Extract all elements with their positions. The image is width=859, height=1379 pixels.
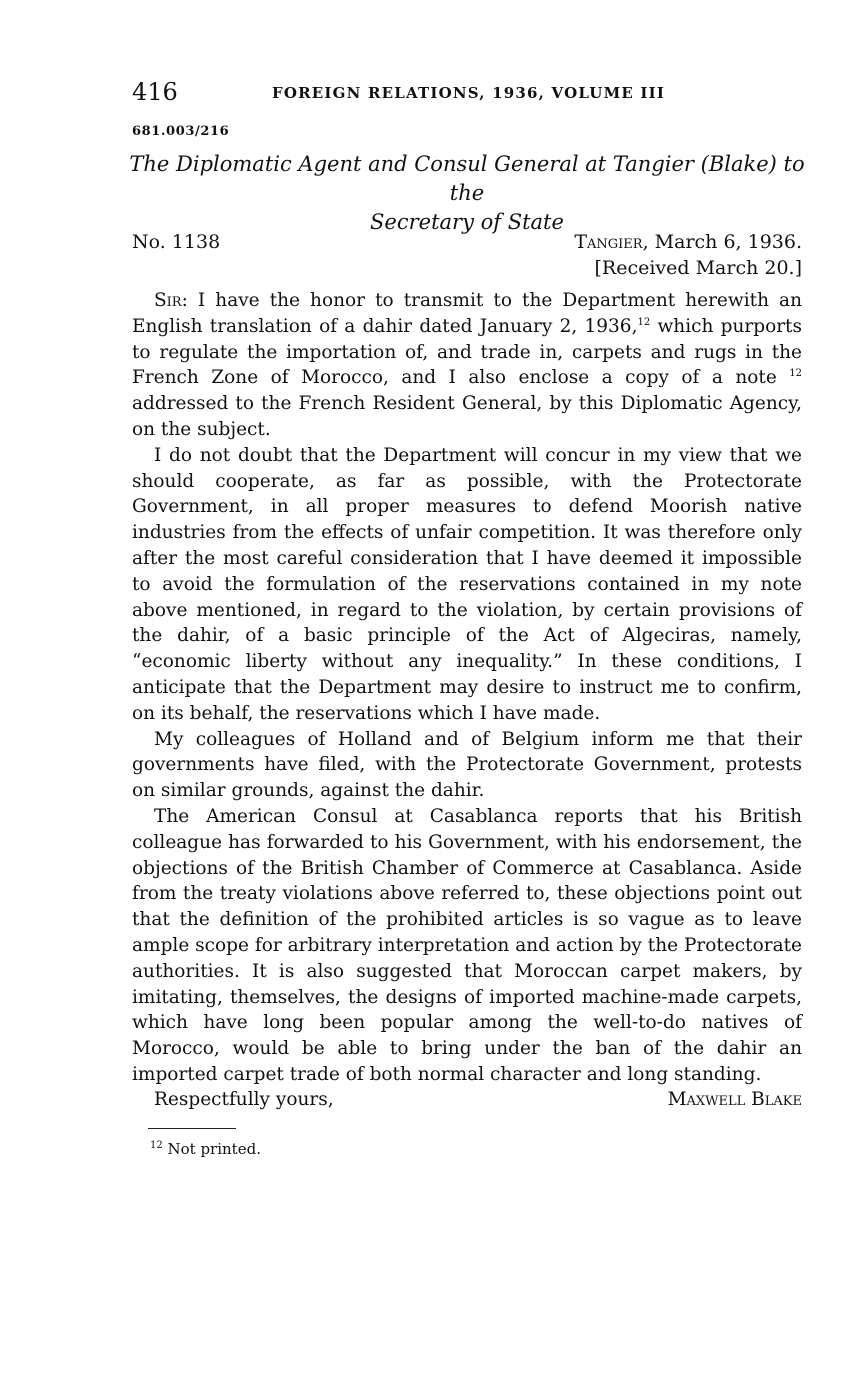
salutation: Sir xyxy=(154,290,182,311)
footnote-ref: 12 xyxy=(637,316,651,328)
despatch-number: No. 1138 xyxy=(132,231,221,253)
paragraph-3: My colleagues of Holland and of Belgium inform me that their governments have filed, with the Protectorate Government, protests on similar grounds, against the dahir. xyxy=(132,728,802,802)
file-number: 681.003/216 xyxy=(132,124,230,139)
signature: Maxwell Blake xyxy=(667,1089,802,1110)
document-title xyxy=(120,150,814,237)
received-date: [Received March 20.] xyxy=(594,257,802,279)
running-head: FOREIGN RELATIONS, 1936, VOLUME III xyxy=(272,84,666,102)
page-header xyxy=(132,78,802,108)
paragraph-4: The American Consul at Casablanca reports that his British colleague has forwarded to his Government, with his endorsement, the objections of the British Chamber of Commerce at Casablanca. Aside from the treaty violations above referred to, these objections point out that the definition of the prohibited articles is so vague as to leave ample scope for arbitrary interpretation and action by the Protectorate authorities. It is also suggested that Moroccan carpet makers, by imitating, themselves, the designs of imported machine-made carpets, which have long been popular among the well-to-do natives of Morocco, would be able to bring under the ban of the dahir an imported carpet trade of both normal character and long standing. xyxy=(132,805,802,1085)
page-number: 416 xyxy=(132,78,178,106)
paragraph-1 xyxy=(132,288,802,443)
date: , March 6, 1936. xyxy=(642,231,802,253)
footnote-marker: 12 xyxy=(150,1140,163,1151)
footnote-divider xyxy=(148,1128,236,1129)
complimentary-close: Respectfully yours, xyxy=(154,1089,334,1110)
paragraph-2: I do not doubt that the Department will concur in my view that we should cooperate, as far as possible, with the Protectorate Government, in all proper measures to defend Moorish native industries from the effects of unfair competition. It was therefore only after the most careful consideration that I have deemed it impossible to avoid the formulation of the reservations contained in my note above mentioned, in regard to the violation, by certain provisions of the dahir, of a basic principle of the Act of Algeciras, namely, “economic liberty without any inequality.” In these conditions, I anticipate that the Department may desire to instruct me to confirm, on its behalf, the reservations which I have made. xyxy=(132,444,802,724)
footnote-ref: 12 xyxy=(789,368,802,380)
date-block xyxy=(574,229,802,281)
place-date xyxy=(574,229,802,255)
title-line-2: Secretary of State xyxy=(370,210,564,234)
title-line-1: The Diplomatic Agent and Consul General at Tangier (Blake) to the xyxy=(129,152,805,205)
letter-body xyxy=(132,288,802,1088)
footnote-text: Not printed. xyxy=(162,1140,261,1158)
footnote xyxy=(150,1140,261,1158)
paragraph-1-text-a: : I have the honor to transmit to the Department herewith an English translation of a dahir dated January 2, 1936, xyxy=(132,290,802,337)
paragraph-1-text-c: addressed to the French Resident General, by this Diplomatic Agency, on the subject. xyxy=(132,393,802,440)
place: Tangier xyxy=(574,231,643,253)
paragraph-1-text-b: which purports to regulate the importation of, and trade in, carpets and rugs in the French Zone of Morocco, and I also enclose a copy of a note xyxy=(132,315,802,389)
